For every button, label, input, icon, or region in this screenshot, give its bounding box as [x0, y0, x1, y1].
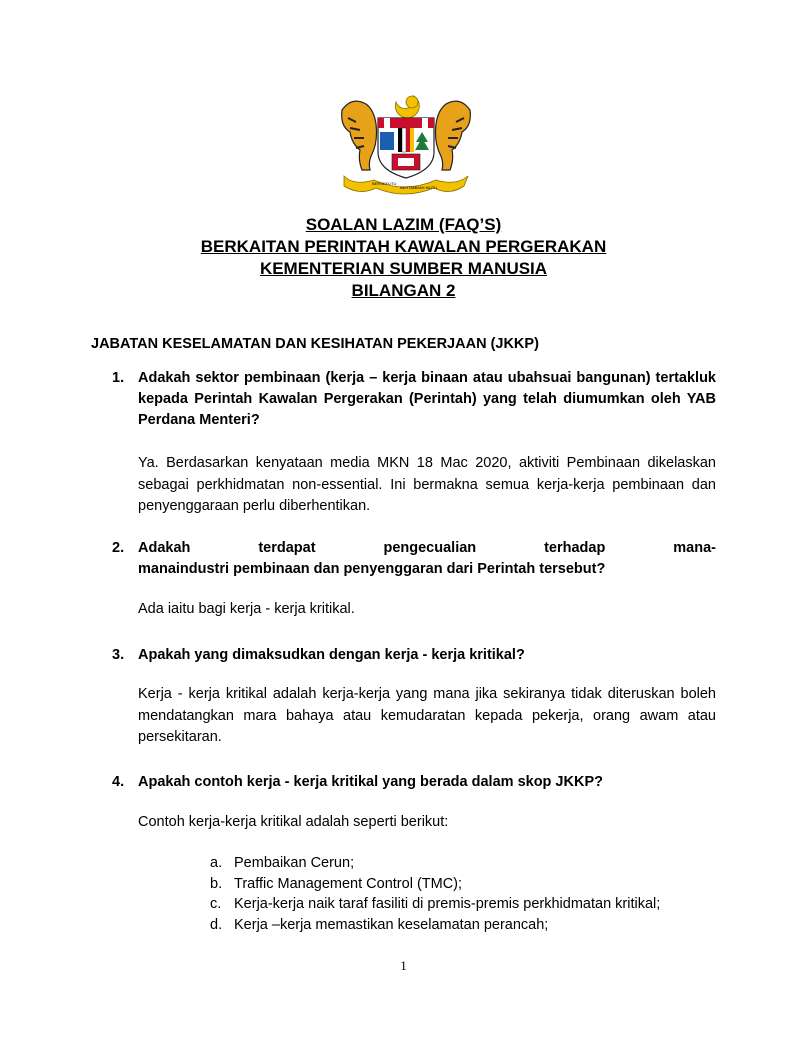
title-line-3: KEMENTERIAN SUMBER MANUSIA: [259, 259, 548, 278]
title-line-4: BILANGAN 2: [351, 281, 456, 300]
question-text: Adakah sektor pembinaan (kerja – kerja binaan atau ubahsuai bangunan) tertakluk kepada Perintah Kawalan Pergerakan (Perintah) yang telah diumumkan oleh YAB Perdana Menteri?: [138, 370, 716, 428]
title-line-1: SOALAN LAZIM (FAQ’S): [305, 215, 502, 234]
question-text: Apakah yang dimaksudkan dengan kerja - kerja kritikal?: [138, 647, 525, 663]
faq-question-1: [112, 368, 716, 431]
document-title: [0, 214, 807, 302]
faq-question-3: [112, 645, 716, 666]
question-text-line-2: manaindustri pembinaan dan penyenggaran dari Perintah tersebut?: [138, 561, 606, 577]
faq-answer-3: Kerja - kerja kritikal adalah kerja-kerja yang mana jika sekiranya tidak diteruskan boleh mendatangkan mara bahaya atau kemudaratan kepada pekerja, orang awam atau persekitaran.: [138, 686, 716, 745]
faq-answer-4: Contoh kerja-kerja kritikal adalah seperti berikut:: [138, 814, 449, 830]
title-line-2: BERKAITAN PERINTAH KAWALAN PERGERAKAN: [200, 237, 607, 256]
section-heading: JABATAN KESELAMATAN DAN KESIHATAN PEKERJAAN (JKKP): [91, 336, 539, 352]
faq-question-4: [112, 772, 716, 793]
list-item: c. Kerja-kerja naik taraf fasiliti di premis-premis perkhidmatan kritikal;: [210, 896, 661, 912]
crest-motto-left: BERSEKUTU: [372, 181, 397, 186]
critical-work-list: [210, 853, 660, 935]
question-number: 4.: [112, 774, 125, 790]
question-text: Apakah contoh kerja - kerja kritikal yang berada dalam skop JKKP?: [138, 774, 603, 790]
malaysia-coat-of-arms-icon: [332, 88, 480, 198]
faq-question-2: [112, 538, 716, 580]
page-number: 1: [400, 958, 407, 973]
question-text-line-1: Adakah terdapat pengecualian terhadap mana-: [138, 540, 716, 556]
faq-answer-1: Ya. Berdasarkan kenyataan media MKN 18 Mac 2020, aktiviti Pembinaan dikelaskan sebagai perkhidmatan non-essential. Ini bermakna semua kerja-kerja pembinaan dan penyenggaraan perlu diberhentikan.: [138, 455, 716, 514]
crest-motto-right: BERTAMBAH MUTU: [400, 185, 438, 190]
faq-answer-2: Ada iaitu bagi kerja - kerja kritikal.: [138, 601, 355, 617]
question-number: 3.: [112, 647, 125, 663]
list-item: a. Pembaikan Cerun;: [210, 855, 355, 871]
list-item: b. Traffic Management Control (TMC);: [210, 875, 463, 892]
question-number: 1.: [112, 370, 125, 386]
question-number: 2.: [112, 540, 125, 556]
list-item: d. Kerja –kerja memastikan keselamatan perancah;: [210, 916, 549, 933]
